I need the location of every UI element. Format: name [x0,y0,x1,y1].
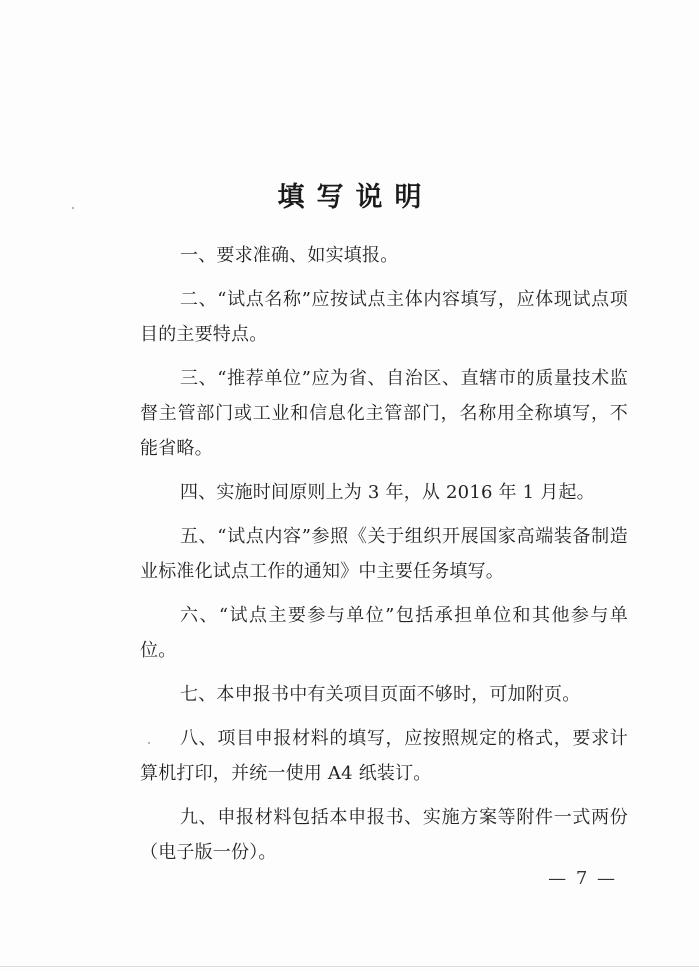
page-title: 填写说明 [277,182,434,214]
instruction-item-9: 九、申报材料包括本申报书、实施方案等附件一式两份（电子版一份）。 [140,807,628,863]
instructions-body [140,238,628,870]
instruction-item-4: 四、实施时间原则上为 3 年，从 2016 年 1 月起。 [180,482,595,503]
instruction-item-3: 三、“推荐单位”应为省、自治区、直辖市的质量技术监督主管部门或工业和信息化主管部门，名称用全称填写，不能省略。 [140,368,628,459]
scan-edge-line [0,966,699,967]
instruction-item-5: 五、“试点内容”参照《关于组织开展国家高端装备制造业标准化试点工作的通知》中主要任务填写。 [140,526,628,582]
instruction-item-8: 八、项目申报材料的填写，应按照规定的格式，要求计算机打印，并统一使用 A4 纸装订。 [140,728,628,784]
instruction-item-1: 一、要求准确、如实填报。 [180,245,399,266]
page-number: — 7 — [548,868,617,889]
instruction-item-6: 六、“试点主要参与单位”包括承担单位和其他参与单位。 [140,605,628,661]
instruction-item-2: 二、“试点名称”应按试点主体内容填写，应体现试点项目的主要特点。 [140,289,628,345]
instruction-item-7: 七、本申报书中有关项目页面不够时，可加附页。 [180,684,581,705]
